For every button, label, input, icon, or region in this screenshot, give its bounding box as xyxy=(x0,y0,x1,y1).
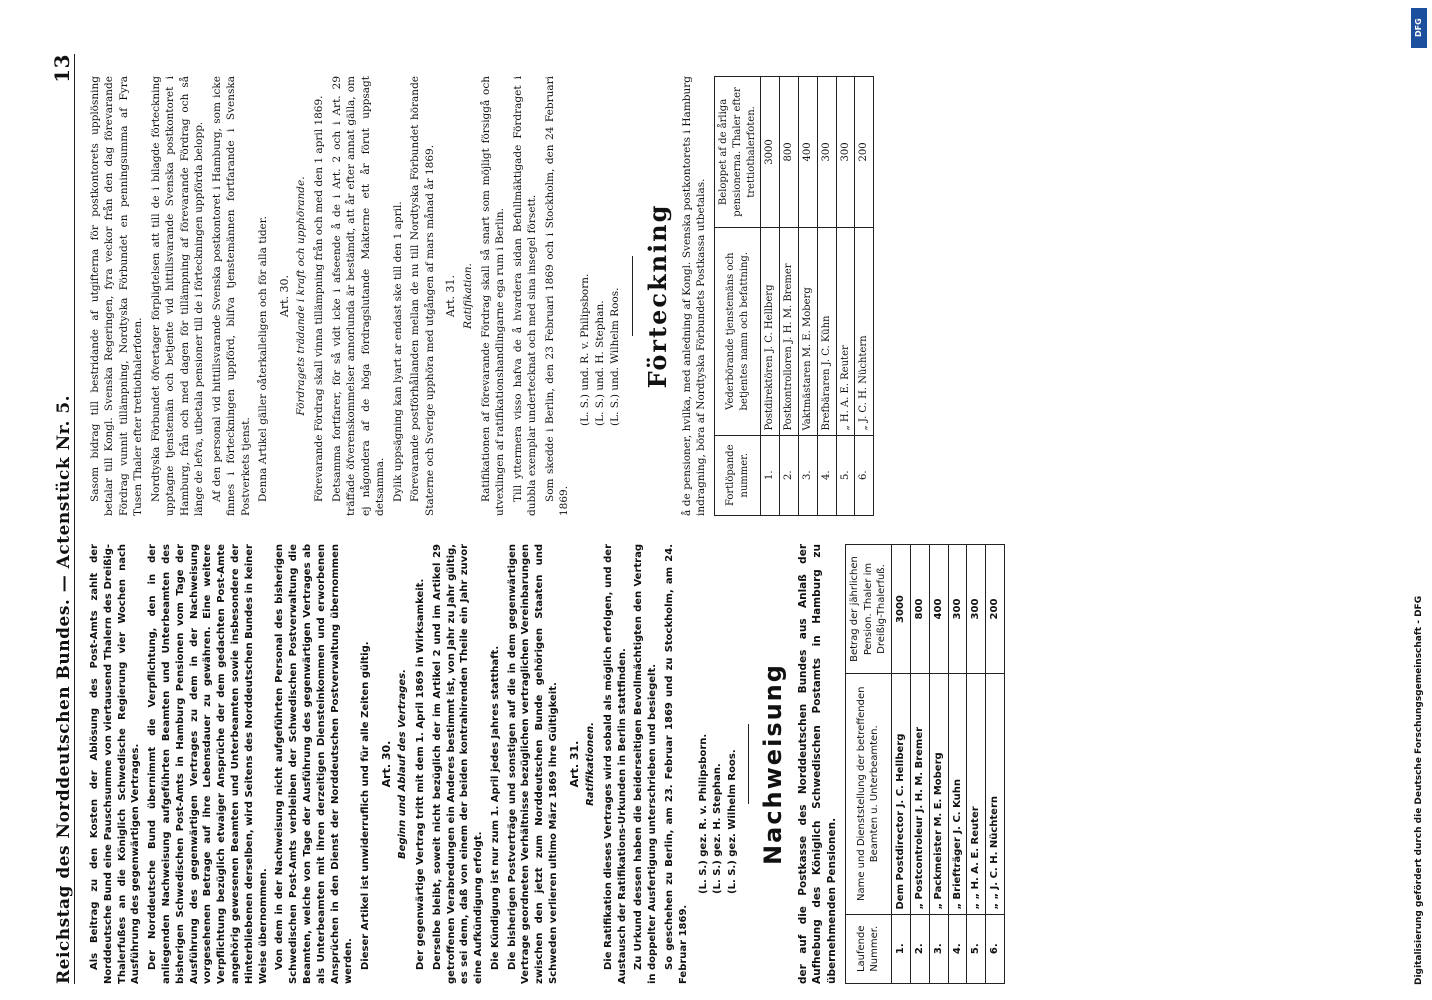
paragraph: Nordtyska Förbundet öfvertager förpligtelsen att till de i bilagde förteckning upptagne tjenstemän och betjente vid hittillsvarande Svenska postkontoret i Hamburg, från och med dagen för tillämpning af förevarande Fördrag och så länge de lefva, utbetala pensioner till de i förteckningen uppförda belopp. xyxy=(149,76,206,516)
row-number: 1. xyxy=(761,435,780,515)
signature: (L. S.) und. Wilhelm Roos. xyxy=(609,287,622,426)
row-name: Brefbäraren J. C. Kühn xyxy=(817,227,836,435)
paragraph: Dylik uppsägning kan lyart ar endast ske till den 1 april. xyxy=(391,201,404,502)
row-number: 4. xyxy=(817,435,836,515)
paragraph: Als Beitrag zu den Kosten der Ablösung des Post-Amts zahlt der Norddeutsche Bund eine Pauschsumme von viertausend Thalern des Dreißig-Thalerfußes an die Königlich Schwedische Regierung vier Wochen nach Ausführung des gegenwärtigen Vertrages. xyxy=(89,544,142,984)
column-header: Fortlöpande nummer. xyxy=(715,435,761,515)
row-number: 2. xyxy=(910,914,929,983)
row-name: „ J. C. H. Nüchtern xyxy=(855,227,874,435)
row-amount: 300 xyxy=(836,77,855,228)
row-number: 3. xyxy=(799,435,818,515)
paragraph: Af den personal vid hittillsvarande Svenska postkontoret i Hamburg, som icke finnes i förteckningen uppförd, blifva tjenstemännen fortfarande i Svenska Postverkets tjenst. xyxy=(210,76,252,516)
row-amount: 300 xyxy=(967,545,986,674)
row-number: 3. xyxy=(929,914,948,983)
signatures xyxy=(578,76,624,426)
row-amount: 3000 xyxy=(761,77,780,228)
list-intro: å de pensioner, hvilka, med anledning af Kongl. Svenska postkontorets i Hamburg indragning, böra af Nordtyska Förbundets Postkassa utbetalas. xyxy=(680,76,707,516)
rotated-document xyxy=(40,46,1410,996)
row-name: „ Packmeister M. E. Moberg xyxy=(929,674,948,914)
signatures xyxy=(697,544,741,894)
divider xyxy=(748,724,749,804)
table-row xyxy=(929,545,948,984)
table-row xyxy=(892,545,911,984)
article-subheading: Ratifikation. xyxy=(461,263,474,329)
article-heading: Art. 31. xyxy=(444,274,458,318)
paragraph: Der Norddeutsche Bund übernimmt die Verpflichtung, den in der anliegenden Nachweisung aufgeführten Beamten und Unterbeamten des bisherigen Schwedischen Post-Amts in Hamburg Pensionen vom Tage der Ausführung des gegenwärtigen Vertrages zu dem in der Nachweisung vorgesehenen Betrage auf ihre Lebensdauer zu gewähren. Eine weitere Verpflichtung bezüglich etwaiger Ansprüche der dem gedachten Post-Amte angehörig gewesenen Beamten und Unterbeamten sowie insbesondere der Hinterbliebenen derselben, wird Seitens des Norddeutschen Bundes in keiner Weise übernommen. xyxy=(147,544,269,984)
paragraph: So geschehen zu Berlin, am 23. Februar 1869 und zu Stockholm, am 24. Februar 1869. xyxy=(664,544,689,984)
row-amount: 800 xyxy=(910,545,929,674)
row-amount: 200 xyxy=(855,77,874,228)
paragraph: Die bisherigen Postverträge und sonstigen auf die in dem gegenwärtigen Vertrage geordneten Verhältnisse bezüglichen vertraglichen Vereinbarungen zwischen den jetzt zum Norddeutschen Bunde gehörigen Staaten und Schweden verlieren ultimo März 1869 ihre Gültigkeit. xyxy=(506,544,560,984)
signature: (L. S.) gez. R. v. Philipsborn. xyxy=(697,733,709,894)
column-header: Betrag der jährlichen Pension. Thaler im Dreißig-Thalerfuß. xyxy=(845,545,891,674)
row-number: 5. xyxy=(836,435,855,515)
paragraph: Zu Urkund dessen haben die beiderseitigen Bevollmächtigten den Vertrag in doppelter Ausfertigung unterschrieben und besiegelt. xyxy=(633,544,659,984)
row-amount: 300 xyxy=(817,77,836,228)
list-intro: der auf die Postkasse des Norddeutschen Bundes aus Anlaß der Aufhebung des Königlich Schwedischen Postamts in Hamburg zu übernehmenden Pensionen. xyxy=(797,544,838,984)
row-amount: 400 xyxy=(799,77,818,228)
row-number: 1. xyxy=(892,914,911,983)
paragraph: Som skedde i Berlin, den 23 Februari 1869 och i Stockholm, den 24 Februari 1869. xyxy=(543,76,571,516)
table-row xyxy=(799,77,818,516)
article-subheading: Beginn und Ablauf des Vertrages. xyxy=(397,669,409,859)
article-subheading: Fördragets trädande i kraft och upphörande. xyxy=(294,176,307,416)
digitization-note: Digitalisierung gefördert durch die Deutsche Forschungsgemeinschaft - DFG xyxy=(1414,595,1424,985)
swedish-column xyxy=(88,76,874,516)
row-name: „ „ H. A. E. Reuter xyxy=(967,674,986,914)
row-amount: 400 xyxy=(929,545,948,674)
page-number: 13 xyxy=(50,54,74,83)
paragraph: Förevarande postförhållanden mellan de nu till Nordtyska Förbundet hörande Staterne och Sverige upphöra med utgången af mars månad år 1869. xyxy=(409,76,436,516)
row-number: 6. xyxy=(855,435,874,515)
page-header xyxy=(40,54,75,984)
signature: (L. S.) und. H. Stephan. xyxy=(594,300,607,426)
table-row xyxy=(817,77,836,516)
paragraph: Dieser Artikel ist unwiderruflich und für alle Zeiten gültig. xyxy=(360,641,372,970)
row-name: „ Postcontroleur J. H. M. Bremer xyxy=(910,674,929,914)
column-header: Vederbörande tjenstemäns och betjentes namn och befattning. xyxy=(715,227,761,435)
row-name: Dem Postdirector J. C. Hellberg xyxy=(892,674,911,914)
paragraph: Der gegenwärtige Vertrag tritt mit dem 1. April 1869 in Wirksamkeit. xyxy=(414,578,426,970)
table-row xyxy=(910,545,929,984)
row-name: „ Briefträger J. C. Kuhn xyxy=(948,674,967,914)
table-row xyxy=(780,77,799,516)
article-subheading: Ratifikationen. xyxy=(585,722,597,806)
table-header-row xyxy=(845,545,891,984)
paragraph: Ratifikationen af förevarande Fördrag skall så snart som möjligt försiggå och utvexlingen af ratifikationshandlingarne ega rum i Berlin. xyxy=(480,76,507,516)
list-title: Nachweisung xyxy=(759,663,788,865)
table-row xyxy=(836,77,855,516)
list-title: Förteckning xyxy=(642,203,672,389)
row-name: Postkontrolloren J. H. M. Bremer xyxy=(780,227,799,435)
paragraph: Denna Artikel gäller oåterkalleligen och för alla tider. xyxy=(257,216,270,502)
row-number: 5. xyxy=(967,914,986,983)
paragraph: Förevarande Fördrag skall vinna tillämpning från och med den 1 april 1869. xyxy=(313,95,326,502)
paragraph: Von dem in der Nachweisung nicht aufgeführten Personal des bisherigen Schwedischen Post-Amts verbleiben der Schwedischen Postverwaltung die Beamten, welche von Tage der Ausführung des gegenwärtigen Vertrages ab als Unterbeamten mit ihren derzeitigen Diensteinkommen und erworbenen Ansprüchen in den Dienst der Norddeutschen Postverwaltung übernommen werden. xyxy=(274,544,355,984)
signature: (L. S.) gez. Wilhelm Roos. xyxy=(726,749,738,894)
signature: (L. S.) gez. H. Stephan. xyxy=(712,763,724,894)
row-name: „ „ J. C. H. Nüchtern xyxy=(986,674,1005,914)
row-number: 6. xyxy=(986,914,1005,983)
german-column xyxy=(88,544,1005,984)
pension-table xyxy=(845,544,1005,984)
table-row xyxy=(967,545,986,984)
pension-table xyxy=(714,76,874,516)
table-row xyxy=(986,545,1005,984)
table-row xyxy=(948,545,967,984)
paragraph: Sasom bidrag till bestridande af utgifterna för postkontorets upplösning betalar till Kongl. Svenska Regeringen, fyra veckor från den dag förevarande Fördrag vunnit tillämpning, Nordtyska Förbundet en penningsumma af Fyra Tusen Thaler efter trettiothalerfoten. xyxy=(89,76,145,516)
paragraph: Die Ratifikation dieses Vertrages wird sobald als möglich erfolgen, und der Austausch der Ratifikations-Urkunden in Berlin stattfinden. xyxy=(602,544,628,984)
row-amount: 3000 xyxy=(892,545,911,674)
column-header: Beloppet af de årliga pensionerna. Thaler efter trettiothalerfoten. xyxy=(715,77,761,228)
digitization-sidebar xyxy=(1408,0,1432,1000)
row-name: Vaktmästaren M. E. Moberg xyxy=(799,227,818,435)
article-heading: Art. 31. xyxy=(567,740,581,788)
table-row xyxy=(855,77,874,516)
row-number: 2. xyxy=(780,435,799,515)
table-row xyxy=(761,77,780,516)
paragraph: Till yttermera visso hafva de å hvardera sidan Befullmäktigade Fördraget i dubbla exemplar undertecknat och med sina insegel försett. xyxy=(511,76,539,516)
running-title: Reichstag des Norddeutschen Bundes. — Actenstück Nr. 5. xyxy=(54,394,74,984)
dfg-logo: DFG xyxy=(1411,8,1427,48)
article-heading: Art. 30. xyxy=(277,274,291,318)
divider xyxy=(632,256,633,336)
row-number: 4. xyxy=(948,914,967,983)
column-header: Name und Dienststellung der betreffenden Beamten u. Unterbeamten. xyxy=(845,674,891,914)
row-amount: 200 xyxy=(986,545,1005,674)
row-amount: 800 xyxy=(780,77,799,228)
table-header-row xyxy=(715,77,761,516)
article-heading: Art. 30. xyxy=(379,740,393,788)
row-name: „ H. A. E. Reuter xyxy=(836,227,855,435)
paragraph: Detsamma fortfarer, för så vidt icke i afseende å de i Art. 2 och i Art. 29 träffade öfverenskommelser annorlunda är bestämdt, att år efter annat gälla, om ej någondera af de höga fördragslutande Makterne ett år förut uppsagt detsamma. xyxy=(330,76,387,516)
row-name: Postdirektören J. C. Hellberg xyxy=(761,227,780,435)
paragraph: Derselbe bleibt, soweit nicht bezüglich der im Artikel 2 und im Artikel 29 getroffenen Verabredungen ein Anderes bestimmt ist, von Jahr zu Jahr gültig, es sei denn, daß von einem der beiden kontrahirenden Theile ein Jahr zuvor eine Aufkündigung erfolgt. xyxy=(431,544,485,984)
row-amount: 300 xyxy=(948,545,967,674)
paragraph: Die Kündigung ist nur zum 1. April jedes Jahres statthaft. xyxy=(489,645,501,970)
signature: (L. S.) und. R. v. Philipsborn. xyxy=(578,273,591,426)
column-header: Laufende Nummer. xyxy=(845,914,891,983)
